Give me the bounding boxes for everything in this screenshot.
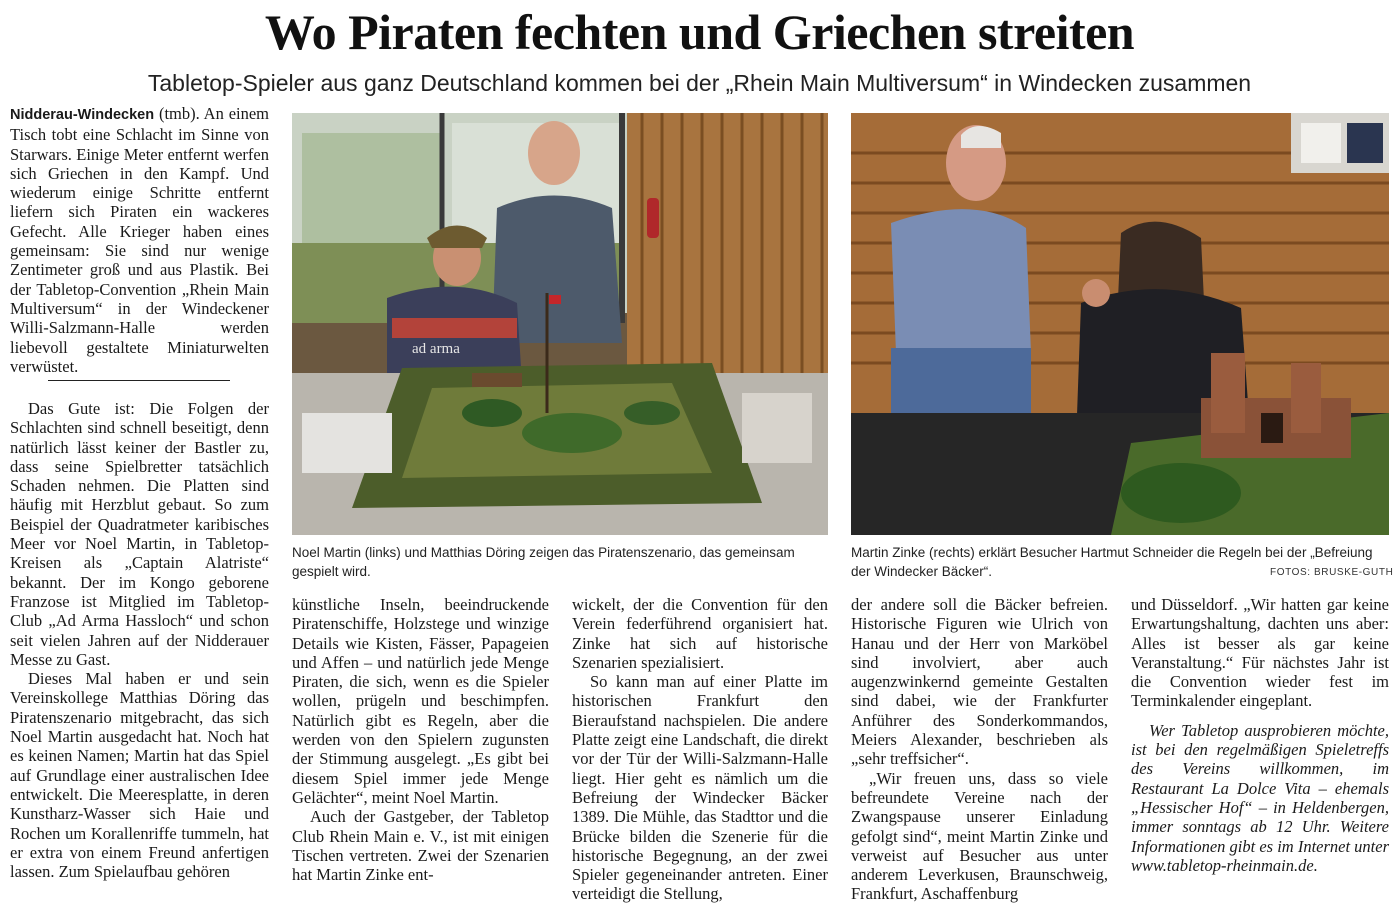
paragraph: Auch der Gastgeber, der Tabletop Club Rhein Main e. V., ist mit einigen Tischen vertreten. Zwei der Szenarien hat Martin Zinke ent- xyxy=(292,807,549,885)
dateline: Nidderau-Windecken xyxy=(10,107,155,123)
paragraph: wickelt, der die Convention für den Verein federführend organisiert hat. Zinke hat sich auf historische Szenarien spezialisiert. xyxy=(572,595,828,672)
paragraph: künstliche Inseln, beeindruckende Piratenschiffe, Holzstege und winzige Details wie Kisten, Fässer, Papageien und Affen – und natürlich jede Menge Piraten, die sich, wenn es die Spieler wollen, prügeln und beschimpfen. Natürlich gibt es Regeln, aber die werden von den Spielern zugunsten der Stimmung ausgelegt. „Es gibt bei diesem Spiel immer jede Menge Gelächter“, meint Noel Martin. xyxy=(292,595,549,807)
paragraph: Dieses Mal haben er und sein Vereinskollege Matthias Döring das Piratenszenario mitgebracht, das sich Noel Martin ausgedacht hat. Noch hat es keinen Namen; Martin hat das Spiel auf Grundlage einer australischen Idee entwickelt. Die Meeresplatte, in deren Kunstharz-Wasser sich Haie und Rochen um Korallenriffe tummeln, hat er extra von einem Freund anfertigen lassen. Zum Spielaufbau gehören xyxy=(10,669,269,882)
column-2 xyxy=(292,595,549,884)
caption-left: Noel Martin (links) und Matthias Döring zeigen das Piratenszenario, das gemeinsam gespielt wird. xyxy=(292,545,795,579)
caption-right: Martin Zinke (rechts) erklärt Besucher Hartmut Schneider die Regeln bei der „Befreiung der Windecker Bäcker“. xyxy=(851,545,1373,579)
paragraph: der andere soll die Bäcker befreien. Historische Figuren wie Ulrich von Hanau und der Herr von Marköbel sind involviert, aber auch augenzwinkernd gemeinte Gestalten sind dabei, wie der Frankfurter Anführer des Sonderkommandos, Meiers Alexander, beschrieben als „sehr treffsicher“. xyxy=(851,595,1108,769)
column-3 xyxy=(572,595,828,904)
paragraph: So kann man auf einer Platte im historischen Frankfurt den Bieraufstand nachspielen. Die andere Platte zeigt eine Landschaft, die direkt vor der Tür der Willi-Salzmann-Halle liegt. Hier geht es nämlich um die Befreiung der Windecker Bäcker 1389. Die Mühle, das Stadttor und die Brücke bilden die Szenerie für die historische Begegnung, an der zwei Spieler gegeneinander antreten. Einer verteidigt die Stellung, xyxy=(572,672,828,904)
article-headline: Wo Piraten fechten und Griechen streiten xyxy=(264,4,1135,60)
photo-windecker-baecker xyxy=(851,113,1389,535)
paragraph: Das Gute ist: Die Folgen der Schlachten sind schnell beseitigt, denn natürlich lässt keiner der Bastler zu, dass seine Spielbretter tatsächlich Schaden nehmen. Die Platten sind häufig mit Herzblut gebaut. So zum Beispiel der Quadratmeter karibisches Meer vor Noel Martin, in Tabletop-Kreisen als „Captain Alatriste“ bekannt. Der im Kongo geborene Franzose ist Mitglied im Tabletop-Club „Ad Arma Hassloch“ und schon seit vielen Jahren auf der Nidderauer Messe zu Gast. xyxy=(10,399,269,669)
column-4 xyxy=(851,595,1108,904)
article-subheadline: Tabletop-Spieler aus ganz Deutschland kommen bei der „Rhein Main Multiversum“ in Windecken zusammen xyxy=(147,70,1252,96)
photo-credit: FOTOS: BRUSKE-GUTH xyxy=(1270,567,1394,578)
info-box: Wer Tabletop ausprobieren möchte, ist bei den regelmäßigen Spieletreffs des Vereins willkommen, im Restaurant La Dolce Vita – ehemals „Hessischer Hof“ – in Heldenbergen, immer sonntags ab 12 Uhr. Weitere Informationen gibt es im Internet unter www.tabletop-rheinmain.de. xyxy=(1131,720,1390,875)
lead-paragraph: Nidderau-Windecken (tmb). An einem Tisch tobt eine Schlacht im Sinne von Starwars. Einige Meter entfernt werfen sich Griechen in den Kampf. Und wiederum einige Schritte entfernt liefern sich Piraten ein wackeres Gefecht. Alle Krieger haben eines gemeinsam: Sie sind nur wenige Zentimeter groß und aus Plastik. Bei der Tabletop-Convention „Rhein Main Multiversum“ in der Windeckener Willi-Salzmann-Halle werden liebevoll gestaltete Miniaturwelten verwüstet. xyxy=(10,104,270,376)
paragraph: „Wir freuen uns, dass so viele befreundete Vereine nach der Zwangspause unserer Einladung gefolgt sind“, meint Martin Zinke und verweist auf Besucher aus unter anderem Leverkusen, Braunschweig, Frankfurt, Aschaffenburg xyxy=(851,768,1108,904)
column-1-top xyxy=(10,104,269,376)
column-1-bottom xyxy=(10,399,269,881)
column-divider xyxy=(48,380,230,381)
column-5 xyxy=(1131,595,1389,875)
paragraph: und Düsseldorf. „Wir hatten gar keine Erwartungshaltung, dachten uns aber: Alles ist besser als gar keine Veranstaltung.“ Für nächstes Jahr ist die Convention wieder fest im Terminkalender eingeplant. xyxy=(1131,595,1389,711)
photo-pirate-scenario xyxy=(292,113,828,535)
shirt-text: ad arma xyxy=(412,341,460,357)
